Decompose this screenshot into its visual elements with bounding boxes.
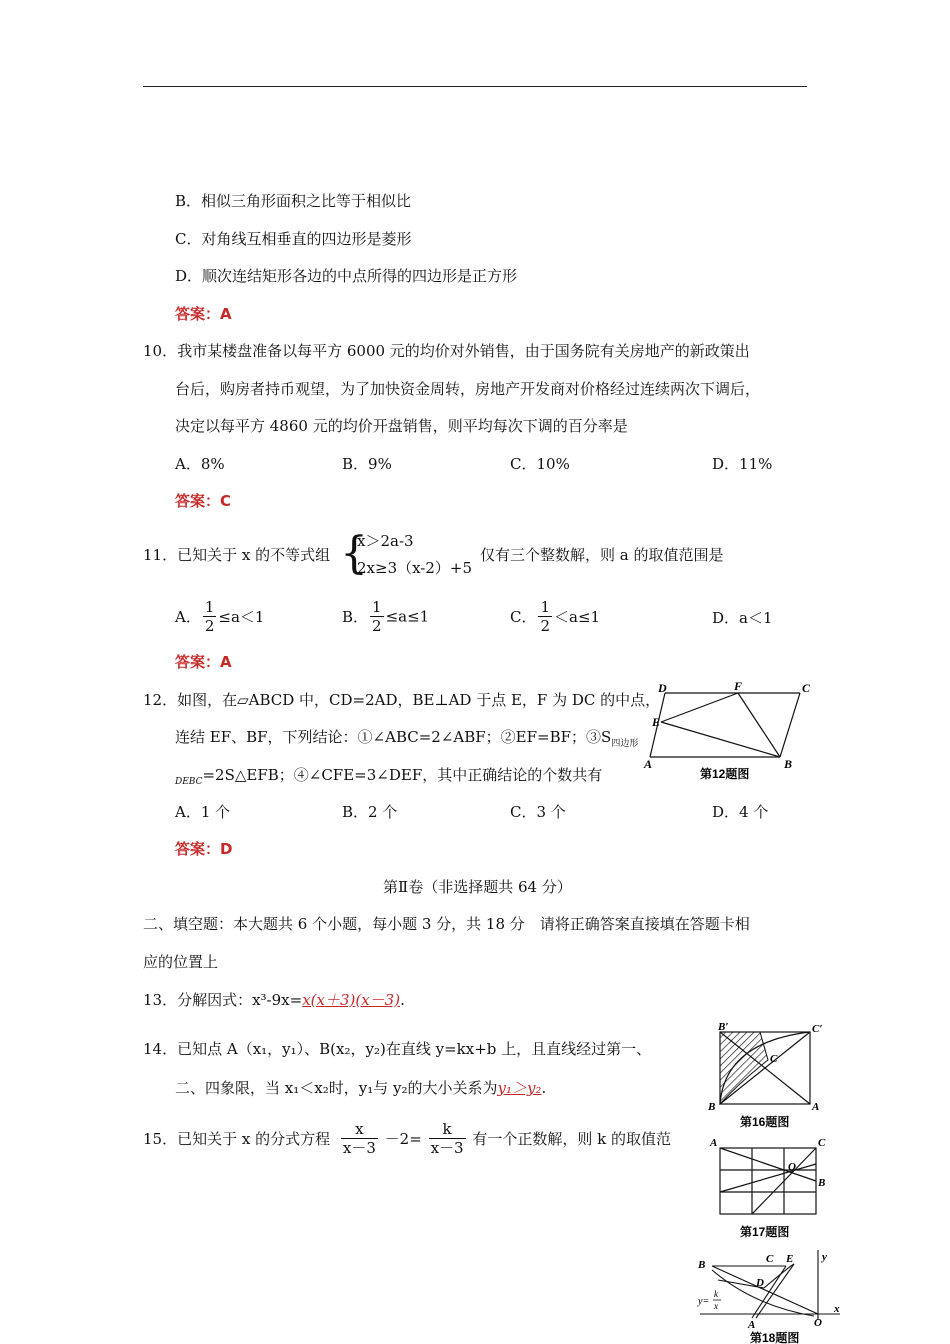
fig18-func-x: x	[714, 1301, 718, 1311]
fig18-func-label: y=	[698, 1296, 710, 1307]
q10-line2: 台后，购房者持币观望，为了加快资金周转，房地产开发商对价格经过连续两次下调后，	[175, 380, 761, 398]
q9-option-b: B．相似三角形面积之比等于相似比	[175, 192, 412, 210]
q12-label-d: D	[658, 681, 667, 695]
section2-intro-line1: 二、填空题：本大题共 6 个小题，每小题 3 分，共 18 分 请将正确答案直接填在答题卡相	[143, 915, 750, 933]
q11-ineq1: x＞2a-3	[357, 532, 414, 550]
q11-option-c: C． $\frac{1}{2}$ ＜a≤1	[510, 598, 601, 635]
q14-answer: y₁＞y₂	[497, 1079, 542, 1097]
fig17-line-o	[720, 1164, 816, 1192]
q10-option-d: D．11%	[712, 455, 773, 473]
fig17-line-ab	[720, 1148, 816, 1181]
fig16-hatched-region	[720, 1032, 768, 1104]
q9-answer: 答案：A	[175, 305, 232, 323]
fig18-label-a: A	[748, 1319, 756, 1331]
fig18-caption: 第18题图	[750, 1331, 800, 1344]
fig18-label-y: y	[822, 1251, 827, 1263]
fig18-label-c: C	[766, 1253, 774, 1265]
q10-line1: 10．我市某楼盘准备以每平方 6000 元的均价对外销售，由于国务院有关房地产的新政策出	[143, 342, 750, 360]
q12-line3: $_{DEBC}$=2S△EFB；④∠CFE=3∠DEF，其中正确结论的个数共有	[175, 766, 603, 787]
q11-option-d: D．a＜1	[712, 609, 773, 627]
fig18-label-o: O	[814, 1317, 822, 1329]
q11-option-b: B． $\frac{1}{2}$ ≤a≤1	[342, 598, 430, 635]
fig17	[706, 1134, 830, 1244]
fig18-label-x: x	[834, 1303, 840, 1315]
q12-label-a: A	[644, 757, 653, 771]
q12-answer: 答案：D	[175, 840, 233, 858]
q12-line1: 12．如图，在▱ABCD 中，CD=2AD，BE⊥AD 于点 E，F 为 DC 的中点，	[143, 691, 661, 709]
fig16-label-b1: B′	[718, 1022, 729, 1033]
q12-option-d: D．4 个	[712, 803, 769, 821]
fig18-label-e: E	[786, 1253, 794, 1265]
q12-option-b: B．2 个	[342, 803, 398, 821]
fig16-label-b: B	[708, 1101, 716, 1113]
q13: 13．分解因式：x³-9x=x(x＋3)(x－3).	[143, 991, 405, 1009]
fig18-func-k: k	[714, 1289, 718, 1299]
q10-answer: 答案：C	[175, 492, 232, 510]
q9-option-c: C．对角线互相垂直的四边形是菱形	[175, 230, 412, 248]
fig17-label-b: B	[818, 1177, 826, 1189]
q12-segment-eb	[661, 722, 780, 757]
fig18	[694, 1246, 844, 1344]
q11-brace: {	[340, 528, 368, 579]
fig16	[700, 1022, 830, 1132]
section2-title: 第Ⅱ卷（非选择题共 64 分）	[383, 878, 572, 896]
q10-option-b: B．9%	[342, 455, 392, 473]
q12-segment-ef	[661, 693, 738, 722]
q10-option-c: C．10%	[510, 455, 570, 473]
fig18-segment-bo	[712, 1266, 818, 1314]
q12-edge-cb	[780, 693, 800, 757]
q15: 15．已知关于 x 的分式方程 $\frac{x}{x-3}$ －2= $\frac{k}{x-3}$ 有一个正数解，则 k 的取值范	[143, 1120, 672, 1157]
q11-prefix: 11．已知关于 x 的不等式组	[143, 546, 331, 564]
q11-suffix: 仅有三个整数解，则 a 的取值范围是	[480, 546, 724, 564]
q14-line2: 二、四象限，当 x₁＜x₂时，y₁与 y₂的大小关系为y₁＞y₂.	[175, 1079, 547, 1097]
fig17-rect	[720, 1148, 816, 1214]
q9-option-d: D．顺次连结矩形各边的中点所得的四边形是正方形	[175, 267, 518, 285]
q12-label-c: C	[802, 681, 811, 695]
q10-option-a: A．8%	[175, 455, 225, 473]
fig18-label-d: D	[756, 1277, 764, 1289]
q13-answer: x(x＋3)(x－3)	[302, 991, 401, 1009]
q12-label-b: B	[784, 757, 793, 771]
fig17-label-c: C	[818, 1137, 826, 1149]
q12-label-f: F	[734, 680, 743, 693]
q12-line2: 连结 EF、BF，下列结论：①∠ABC=2∠ABF；②EF=BF；$③S_{四边形}$	[175, 728, 639, 749]
q12-option-a: A．1 个	[175, 803, 231, 821]
q12-figure	[640, 680, 820, 786]
q12-option-c: C．3 个	[510, 803, 566, 821]
fig16-label-c1: C′	[812, 1023, 823, 1035]
q11-ineq2: 2x≥3（x-2）+5	[357, 559, 473, 577]
q11-answer: 答案：A	[175, 653, 232, 671]
fig18-label-b: B	[698, 1259, 706, 1271]
q12-segment-fb	[738, 693, 780, 757]
fig16-label-a: A	[812, 1101, 820, 1113]
fig17-caption: 第17题图	[740, 1225, 790, 1239]
section2-intro-line2: 应的位置上	[143, 953, 219, 971]
fig17-label-a: A	[710, 1137, 718, 1149]
fig16-label-c: C	[770, 1053, 778, 1065]
header-rule	[143, 86, 807, 87]
q14-line1: 14．已知点 A（x₁，y₁）、B(x₂，y₂)在直线 y=kx+b 上，且直线经过第一、	[143, 1040, 652, 1058]
q12-caption: 第12题图	[700, 767, 750, 781]
fig17-label-o: O	[788, 1161, 796, 1173]
fig16-caption: 第16题图	[740, 1115, 790, 1129]
q10-line3: 决定以每平方 4860 元的均价开盘销售，则平均每次下调的百分率是	[175, 417, 628, 435]
q12-label-e: E	[652, 715, 661, 729]
q11-option-a: A． $\frac{1}{2}$ ≤a＜1	[175, 598, 265, 635]
